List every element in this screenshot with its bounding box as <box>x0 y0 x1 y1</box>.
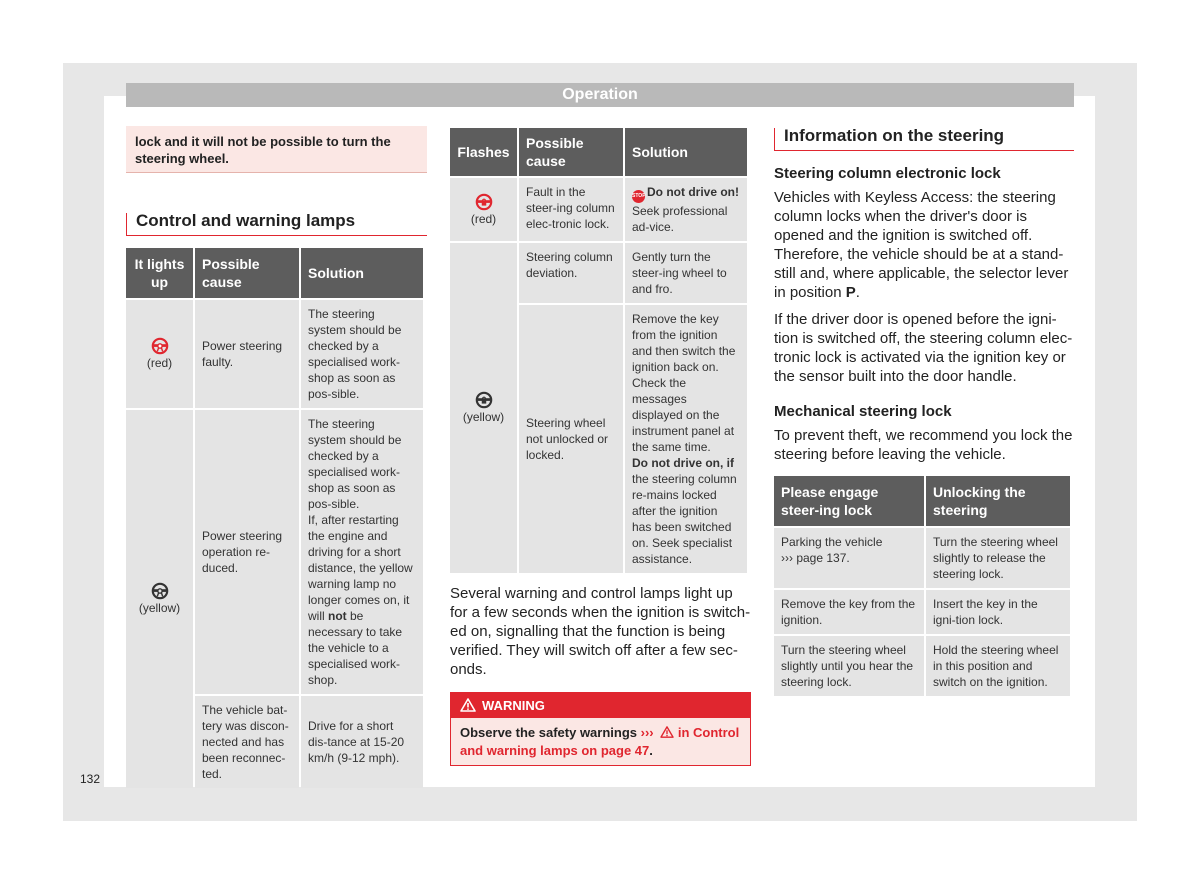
subheading-mechanical-lock: Mechanical steering lock <box>774 403 952 420</box>
warning-title-bar <box>451 693 750 718</box>
section-heading-control-lamps: Control and warning lamps <box>126 211 427 236</box>
solution-cell: The steering system should be checked by a specialised work-shop as soon as pos-sible. <box>301 300 423 408</box>
lamp-color-label: (red) <box>146 356 173 370</box>
solution-cell: Drive for a short dis-tance at 15-20 km/h (9-12 mph). <box>301 696 423 788</box>
solution-text-2: If, after restarting the engine and driving for a short distance, the yellow warning lamp no longer comes on, it will not be necessary to take the vehicle to a specialised work-shop. <box>308 513 413 687</box>
lamp-color-label: (yellow) <box>138 601 181 615</box>
engage-cell: Turn the steering wheel slightly until you hear the steering lock. <box>774 636 924 696</box>
steering-wheel-warning-icon <box>151 582 169 600</box>
table-row <box>774 528 1070 588</box>
unlock-cell: Hold the steering wheel in this position and switch on the ignition. <box>926 636 1070 696</box>
table-row <box>450 243 747 303</box>
table-header-row <box>774 476 1070 526</box>
subheading-electronic-lock: Steering column electronic lock <box>774 165 1001 182</box>
col-header-cause: Possible cause <box>519 128 623 176</box>
page-number: 132 <box>80 772 101 786</box>
lamp-cell <box>450 243 517 573</box>
col-header-unlock: Unlocking the steering <box>926 476 1070 526</box>
warning-title: WARNING <box>482 698 545 713</box>
lamps-paragraph: Several warning and control lamps light up for a few seconds when the ignition is switch-ed on, signalling that the function is being verified. They will switch off after a few sec-onds. <box>450 585 751 678</box>
col-header-engage: Please engage steer-ing lock <box>774 476 924 526</box>
warning-box <box>450 692 751 766</box>
steering-lock-table <box>772 474 1072 698</box>
cause-cell: Fault in the steer-ing column elec-tronic lock. <box>519 178 623 241</box>
right-column <box>774 126 1074 698</box>
col-header-lights-up: It lights up <box>126 248 193 298</box>
col-header-solution: Solution <box>301 248 423 298</box>
control-lamps-table <box>124 246 425 790</box>
warning-triangle-icon <box>460 698 476 712</box>
table-header-row <box>126 248 423 298</box>
cause-cell: Steering column deviation. <box>519 243 623 303</box>
cause-cell: The vehicle bat-tery was discon-nected and has been reconnec-ted. <box>195 696 299 788</box>
warning-text: Observe the safety warnings ››› in Control and warning lamps on page 47. <box>460 725 740 758</box>
middle-column <box>450 126 751 766</box>
col-header-solution: Solution <box>625 128 747 176</box>
stop-icon: STOP <box>632 190 645 203</box>
table-row <box>450 178 747 241</box>
steering-lock-icon <box>475 391 493 409</box>
link-arrows: ››› <box>640 725 654 740</box>
solution-cell: Remove the key from the ignition and then switch the ignition back on. Check the messages displayed on the instrument panel at the same time. Do not drive on, if the steering column re-mains locked after the ignition has been switched on. Seek specialist assistance. <box>625 305 747 573</box>
page-link[interactable]: ››› page 137. <box>781 551 850 565</box>
lamp-cell <box>126 300 193 408</box>
unlock-cell: Insert the key in the igni-tion lock. <box>926 590 1070 634</box>
lamp-color-label: (red) <box>470 211 497 226</box>
solution-cell <box>301 410 423 694</box>
table-row <box>126 300 423 408</box>
col-header-flashes: Flashes <box>450 128 517 176</box>
solution-cell: Gently turn the steer-ing wheel to and fro. <box>625 243 747 303</box>
lamp-cell <box>450 178 517 241</box>
table-row <box>126 410 423 694</box>
table-row <box>774 636 1070 696</box>
cause-cell: Power steering faulty. <box>195 300 299 408</box>
continued-notice: lock and it will not be possible to turn the steering wheel. <box>126 126 427 173</box>
lamp-cell <box>126 410 193 788</box>
lamp-color-label: (yellow) <box>462 410 505 424</box>
section-heading-steering: Information on the steering <box>774 126 1074 151</box>
solution-text: The steering system should be checked by a specialised work-shop as soon as pos-sible. <box>308 417 402 511</box>
theft-paragraph: To prevent theft, we recommend you lock the steering before leaving the vehicle. <box>774 427 1073 463</box>
solution-cell: STOPDo not drive on! Seek professional ad-vice. <box>625 178 747 241</box>
cause-cell: Steering wheel not unlocked or locked. <box>519 305 623 573</box>
page-header-title: Operation <box>126 83 1074 107</box>
left-column <box>126 126 427 790</box>
col-header-cause: Possible cause <box>195 248 299 298</box>
table-header-row <box>450 128 747 176</box>
engage-cell: Remove the key from the ignition. <box>774 590 924 634</box>
warning-page-link[interactable]: in Control and warning lamps on page 47 <box>460 725 740 758</box>
steering-wheel-warning-icon <box>151 337 169 355</box>
cause-cell: Power steering operation re-duced. <box>195 410 299 694</box>
table-row <box>774 590 1070 634</box>
electronic-lock-paragraph: Vehicles with Keyless Access: the steering column locks when the driver's door is opened and the ignition is switched off. Therefore, the vehicle should be at a stand-still and, where applicable, the selector lever in position P. <box>774 189 1069 301</box>
flashing-lamps-table <box>448 126 749 575</box>
unlock-cell: Turn the steering wheel slightly to release the steering lock. <box>926 528 1070 588</box>
warning-triangle-icon <box>660 726 674 738</box>
steering-lock-icon <box>475 193 493 211</box>
driver-door-paragraph: If the driver door is opened before the igni-tion is switched off, the steering column elec-tronic lock is activated via the ignition key or the sensor built into the door handle. <box>774 311 1073 385</box>
engage-cell: Parking the vehicle ››› page 137. <box>774 528 924 588</box>
